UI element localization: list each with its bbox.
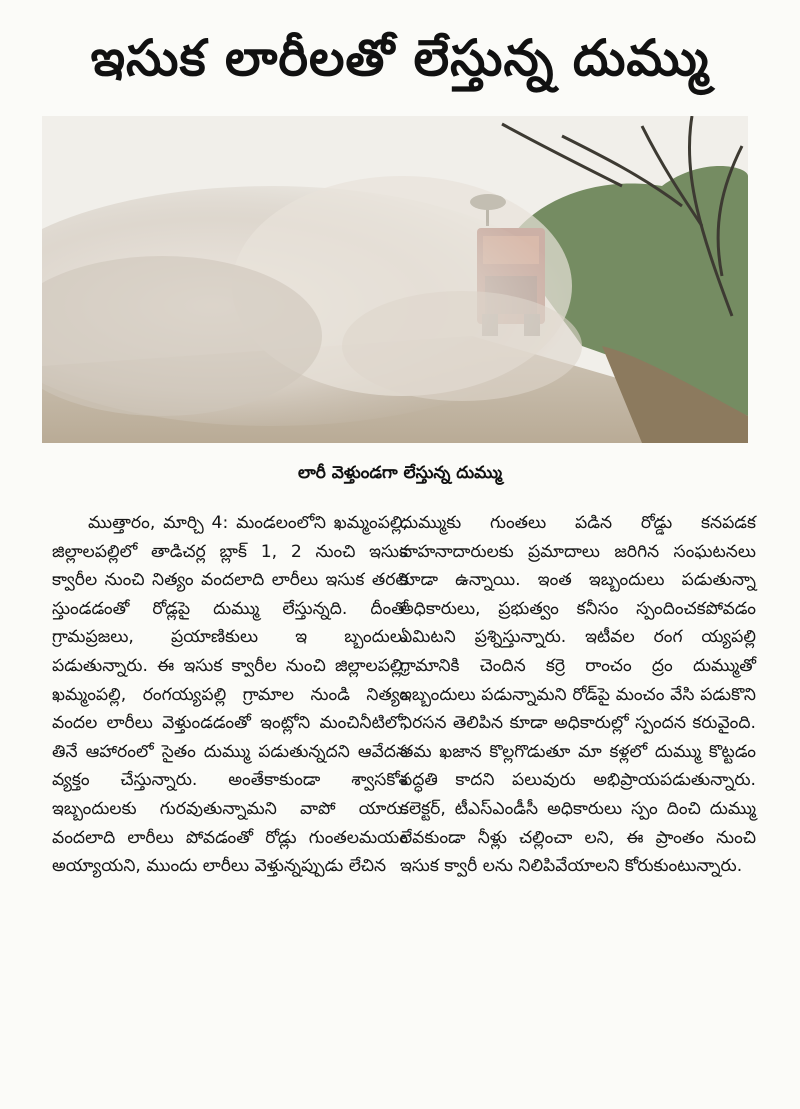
article-text-left: ముత్తారం, మార్చి 4: మండలంలోని ఖమ్మంపల్లి, జిల్లాలపల్లిలో తాడిచర్ల బ్లాక్ 1, 2 నుంచి ఇసుక క్వారీల నుంచి నిత్యం వందలాది లారీలు ఇసుక తరలి స్తుండడంతో రోడ్లపై దుమ్ము లేస్తున్నది. దీంతో గ్రామప్రజలు, ప్రయాణికులు ఇ బ్బందులు పడుతున్నారు. ఈ ఇసుక క్వారీల నుంచి జిల్లాలపల్లి, ఖమ్మంపల్లి, రంగయ్యపల్లి గ్రామాల నుండి నిత్యం వందల లారీలు వెళ్తుండడంతో ఇంట్లోని మంచినీటిలో, తినే ఆహారంలో సైతం దుమ్ము పడుతున్నదని ఆవేదన వ్యక్తం చేస్తున్నారు. అంతేకాకుండా శ్వాసకోశ ఇబ్బందులకు గురవుతున్నామని వాపో యారు. వందలాది లారీలు పోవడంతో రోడ్లు గుంతలమయం అయ్యాయని, ముందు లారీలు వెళ్తున్నప్పుడు లేచిన bbox=[52, 513, 408, 877]
article-column-right bbox=[400, 509, 756, 881]
article-text-right: దుమ్ముకు గుంతలు పడిన రోడ్డు కనపడక వాహనాదారులకు ప్రమాదాలు జరిగిన సంఘటనలు కూడా ఉన్నాయి. ఇంత ఇబ్బందులు పడుతున్నా అధికారులు, ప్రభుత్వం కనీసం స్పందించకపోవడం ఏమిటని ప్రశ్నిస్తున్నారు. ఇటీవల రంగ య్యపల్లి గ్రామానికి చెందిన కర్రె రాంచం ద్రం దుమ్ముతో ఇబ్బందులు పడున్నామని రోడ్‌పై మంచం వేసి పడుకొని నిరసన తెలిపిన కూడా అధికారుల్లో స్పందన కరువైంది. తమ ఖజాన కొల్లగొడుతూ మా కళ్లలో దుమ్ము కొట్టడం పద్ధతి కాదని పలువురు అభిప్రాయపడుతున్నారు. కలెక్టర్, టీఎస్‌ఎండీసీ అధికారులు స్పం దించి దుమ్ము లేవకుండా నీళ్లు చల్లించా లని, ఈ ప్రాంతం నుంచి ఇసుక క్వారీ లను నిలిపివేయాలని కోరుకుంటున్నారు. bbox=[400, 513, 756, 877]
dusty-road-lorry-illustration bbox=[42, 116, 748, 443]
headline: ఇసుక లారీలతో లేస్తున్న దుమ్ము bbox=[90, 29, 710, 87]
photo-caption: లారీ వెళ్తుండగా లేస్తున్న దుమ్ము bbox=[297, 463, 503, 483]
news-photo bbox=[42, 116, 748, 443]
article-column-left bbox=[52, 509, 408, 881]
